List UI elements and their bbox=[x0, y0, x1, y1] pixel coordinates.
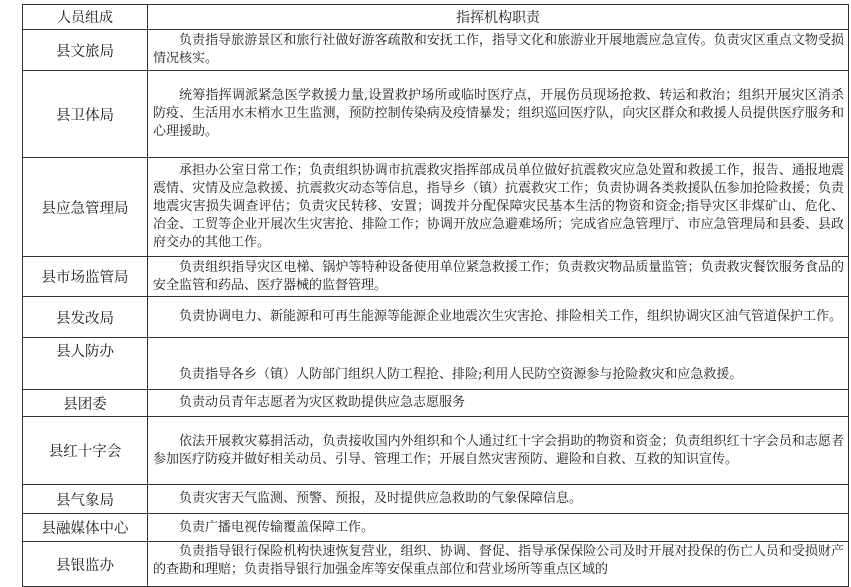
responsibility-table bbox=[22, 4, 849, 587]
org-cell: 县气象局 bbox=[23, 485, 148, 514]
duty-cell: 统筹指挥调派紧急医学救援力量,设置救护场所或临时医疗点，开展伤员现场抢救、转运和救治；组织开展灾区消杀防疫、生活用水末梢水卫生监测，预防控制传染病及疫情暴发；组织巡回医疗队，向灾区群众和救援人员提供医疗服务和心理援助。 bbox=[148, 71, 849, 158]
duty-cell: 负责指导银行保险机构快速恢复营业，组织、协调、督促、指导承保保险公司及时开展对投保的伤亡人员和受损财产的查勘和理赔；负责指导银行加强金库等安保重点部位和营业场所等重点区域的 bbox=[148, 542, 849, 587]
table-row bbox=[23, 338, 849, 390]
duty-cell: 负责灾害天气监测、预警、预报，及时提供应急救助的气象保障信息。 bbox=[148, 485, 849, 514]
table-row bbox=[23, 30, 849, 71]
org-cell: 县团委 bbox=[23, 390, 148, 417]
table-row bbox=[23, 158, 849, 257]
org-cell: 县人防办 bbox=[23, 338, 148, 390]
column-header-org: 人员组成 bbox=[23, 5, 148, 30]
duty-cell: 负责协调电力、新能源和可再生能源等能源企业地震次生灾害抢、排险相关工作，组织协调灾区油气管道保护工作。 bbox=[148, 297, 849, 338]
duty-cell: 负责组织指导灾区电梯、锅炉等特种设备使用单位紧急救援工作；负责救灾物品质量监管；负责救灾餐饮服务食品的安全监管和药品、医疗器械的监督管理。 bbox=[148, 257, 849, 297]
org-cell: 县文旅局 bbox=[23, 30, 148, 71]
duty-cell: 负责动员青年志愿者为灾区救助提供应急志愿服务 bbox=[148, 390, 849, 417]
table-row bbox=[23, 417, 849, 485]
table-row bbox=[23, 485, 849, 514]
table-row bbox=[23, 71, 849, 158]
table-row bbox=[23, 390, 849, 417]
table-row bbox=[23, 542, 849, 587]
table-row bbox=[23, 257, 849, 297]
org-cell: 县红十字会 bbox=[23, 417, 148, 485]
duty-cell: 负责指导各乡（镇）人防部门组织人防工程抢、排险;利用人民防空资源参与抢险救灾和应急救援。 bbox=[148, 338, 849, 390]
org-cell: 县银监办 bbox=[23, 542, 148, 587]
org-cell: 县融媒体中心 bbox=[23, 514, 148, 542]
org-cell: 县应急管理局 bbox=[23, 158, 148, 257]
table-row bbox=[23, 514, 849, 542]
duty-cell: 负责广播电视传输覆盖保障工作。 bbox=[148, 514, 849, 542]
column-header-duty: 指挥机构职责 bbox=[148, 5, 849, 30]
org-cell: 县市场监管局 bbox=[23, 257, 148, 297]
table-header-row bbox=[23, 5, 849, 30]
duty-cell: 负责指导旅游景区和旅行社做好游客疏散和安抚工作，指导文化和旅游业开展地震应急宣传。负责灾区重点文物受损情况核实。 bbox=[148, 30, 849, 71]
duty-cell: 依法开展救灾募捐活动，负责接收国内外组织和个人通过红十字会捐助的物资和资金；负责组织红十字会员和志愿者参加医疗防疫并做好相关动员、引导、管理工作；开展自然灾害预防、避险和自救、互救的知识宣传。 bbox=[148, 417, 849, 485]
org-cell: 县发改局 bbox=[23, 297, 148, 338]
duty-cell: 承担办公室日常工作；负责组织协调市抗震救灾指挥部成员单位做好抗震救灾应急处置和救援工作，报告、通报地震震情、灾情及应急救援、抗震救灾动态等信息，指导乡（镇）抗震救灾工作；负责协调各类救援队伍参加抢险救援；负责地震灾害损失调查评估；负责灾民转移、安置；调拨并分配保障灾民基本生活的物资和资金;指导灾区非煤矿山、危化、冶金、工贸等企业开展次生灾害抢、排险工作；协调开放应急避难场所；完成省应急管理厅、市应急管理局和县委、县政府交办的其他工作。 bbox=[148, 158, 849, 257]
table-row bbox=[23, 297, 849, 338]
org-cell: 县卫体局 bbox=[23, 71, 148, 158]
